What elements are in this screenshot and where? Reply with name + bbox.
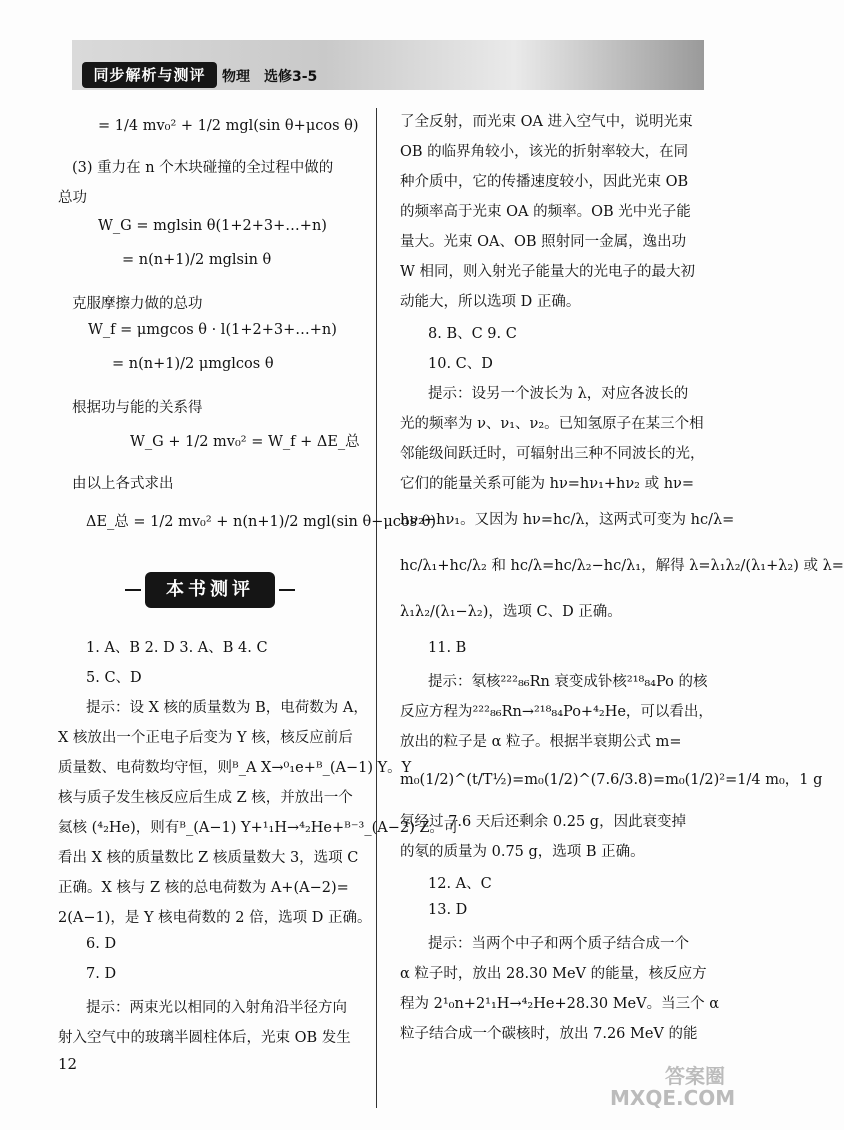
text-line: W 相同，则入射光子能量大的光电子的最大初 <box>400 264 696 280</box>
hint-line: 氦核 (⁴₂He)，则有ᴮ_(A−1) Y+¹₁H→⁴₂He+ᴮ⁻³_(A−2) Z。可 <box>58 820 459 836</box>
answer-line: 12. A、C <box>428 876 492 892</box>
hint-line: 射入空气中的玻璃半圆柱体后，光束 OB 发生 <box>58 1030 351 1046</box>
hint-line: X 核放出一个正电子后变为 Y 核，核反应前后 <box>58 730 353 746</box>
text-line: OB 的临界角较小，该光的折射率较大，在同 <box>400 144 689 160</box>
hint-line: m₀(1/2)^(t/T½)=m₀(1/2)^(7.6/3.8)=m₀(1/2)²=1/4 m₀，1 g <box>400 772 823 788</box>
hint-line: 核与质子发生核反应后生成 Z 核，并放出一个 <box>58 790 353 806</box>
answer-line: 11. B <box>428 640 467 656</box>
eq-line: W_f = μmgcos θ · l(1+2+3+…+n) <box>88 322 337 338</box>
subject-label <box>222 66 331 86</box>
section-banner: 本书测评 <box>145 572 275 608</box>
answer-line: 13. D <box>428 902 468 918</box>
watermark-line2: MXQE.COM <box>610 1086 736 1110</box>
hint-line: α 粒子时，放出 28.30 MeV 的能量，核反应方 <box>400 966 707 982</box>
eq-line: ΔE_总 = 1/2 mv₀² + n(n+1)/2 mgl(sin θ−μcos θ) <box>86 514 437 530</box>
subject: 物理 <box>222 69 250 85</box>
eq-line: W_G + 1/2 mv₀² = W_f + ΔE_总 <box>130 434 360 450</box>
hint-line: λ₁λ₂/(λ₁−λ₂)，选项 C、D 正确。 <box>400 604 622 620</box>
eq-line: = n(n+1)/2 μmglcos θ <box>112 356 274 372</box>
text-line: 根据功与能的关系得 <box>72 400 203 416</box>
text-line: 总功 <box>58 190 87 206</box>
hint-line: 放出的粒子是 α 粒子。根据半衰期公式 m= <box>400 734 682 750</box>
hint-line: 反应方程为²²²₈₆Rn→²¹⁸₈₄Po+⁴₂He，可以看出， <box>400 704 713 720</box>
answer-line: 5. C、D <box>86 670 142 686</box>
hint-line: 提示：当两个中子和两个质子结合成一个 <box>428 936 689 952</box>
text-line: 由以上各式求出 <box>72 476 174 492</box>
hint-line: 光的频率为 ν、ν₁、ν₂。已知氢原子在某三个相 <box>400 416 704 432</box>
eq-line: = n(n+1)/2 mglsin θ <box>122 252 272 268</box>
hint-line: 提示：氡核²²²₈₆Rn 衰变成钋核²¹⁸₈₄Po 的核 <box>428 674 708 690</box>
eq-line: = 1/4 mv₀² + 1/2 mgl(sin θ+μcos θ) <box>98 118 359 134</box>
hint-line: 邻能级间跃迁时，可辐射出三种不同波长的光， <box>400 446 705 462</box>
text-line: 量大。光束 OA、OB 照射同一金属，逸出功 <box>400 234 687 250</box>
answer-line: 7. D <box>86 966 117 982</box>
eq-line: W_G = mglsin θ(1+2+3+…+n) <box>98 218 327 234</box>
hint-line: 提示：两束光以相同的入射角沿半径方向 <box>86 1000 347 1016</box>
watermark-line1: 答案圈 <box>665 1064 725 1088</box>
text-line: 种介质中，它的传播速度较小，因此光束 OB <box>400 174 689 190</box>
watermark-logo <box>610 1064 736 1115</box>
hint-line: 正确。X 核与 Z 核的总电荷数为 A+(A−2)= <box>58 880 349 896</box>
hint-line: 程为 2¹₀n+2¹₁H→⁴₂He+28.30 MeV。当三个 α <box>400 996 720 1012</box>
hint-line: 氡经过 7.6 天后还剩余 0.25 g，因此衰变掉 <box>400 814 687 830</box>
column-divider <box>376 108 377 1108</box>
series-title: 同步解析与测评 <box>82 62 217 88</box>
answer-line: 1. A、B 2. D 3. A、B 4. C <box>86 640 268 656</box>
text-line: 了全反射，而光束 OA 进入空气中，说明光束 <box>400 114 693 130</box>
answer-line: 10. C、D <box>428 356 493 372</box>
hint-line: 质量数、电荷数均守恒，则ᴮ_A X→⁰₁e+ᴮ_(A−1) Y。Y <box>58 760 412 776</box>
text-line: 动能大，所以选项 D 正确。 <box>400 294 581 310</box>
hint-line: hc/λ₁+hc/λ₂ 和 hc/λ=hc/λ₂−hc/λ₁，解得 λ=λ₁λ₂/(λ₁+λ₂) 或 λ= <box>400 558 844 574</box>
answer-line: 6. D <box>86 936 117 952</box>
page-number: 12 <box>58 1055 78 1073</box>
text-line: 的频率高于光束 OA 的频率。OB 光中光子能 <box>400 204 691 220</box>
module: 选修3-5 <box>264 69 318 85</box>
hint-line: hν₂−hν₁。又因为 hν=hc/λ，这两式可变为 hc/λ= <box>400 512 735 528</box>
hint-line: 2(A−1)，是 Y 核电荷数的 2 倍，选项 D 正确。 <box>58 910 372 926</box>
hint-line: 的氡的质量为 0.75 g，选项 B 正确。 <box>400 844 645 860</box>
hint-line: 提示：设 X 核的质量数为 B，电荷数为 A， <box>86 700 368 716</box>
text-line: (3) 重力在 n 个木块碰撞的全过程中做的 <box>72 160 334 176</box>
hint-line: 它们的能量关系可能为 hν=hν₁+hν₂ 或 hν= <box>400 476 695 492</box>
answer-line: 8. B、C 9. C <box>428 326 517 342</box>
hint-line: 提示：设另一个波长为 λ，对应各波长的 <box>428 386 689 402</box>
text-line: 克服摩擦力做的总功 <box>72 296 203 312</box>
hint-line: 粒子结合成一个碳核时，放出 7.26 MeV 的能 <box>400 1026 698 1042</box>
hint-line: 看出 X 核的质量数比 Z 核质量数大 3，选项 C <box>58 850 359 866</box>
